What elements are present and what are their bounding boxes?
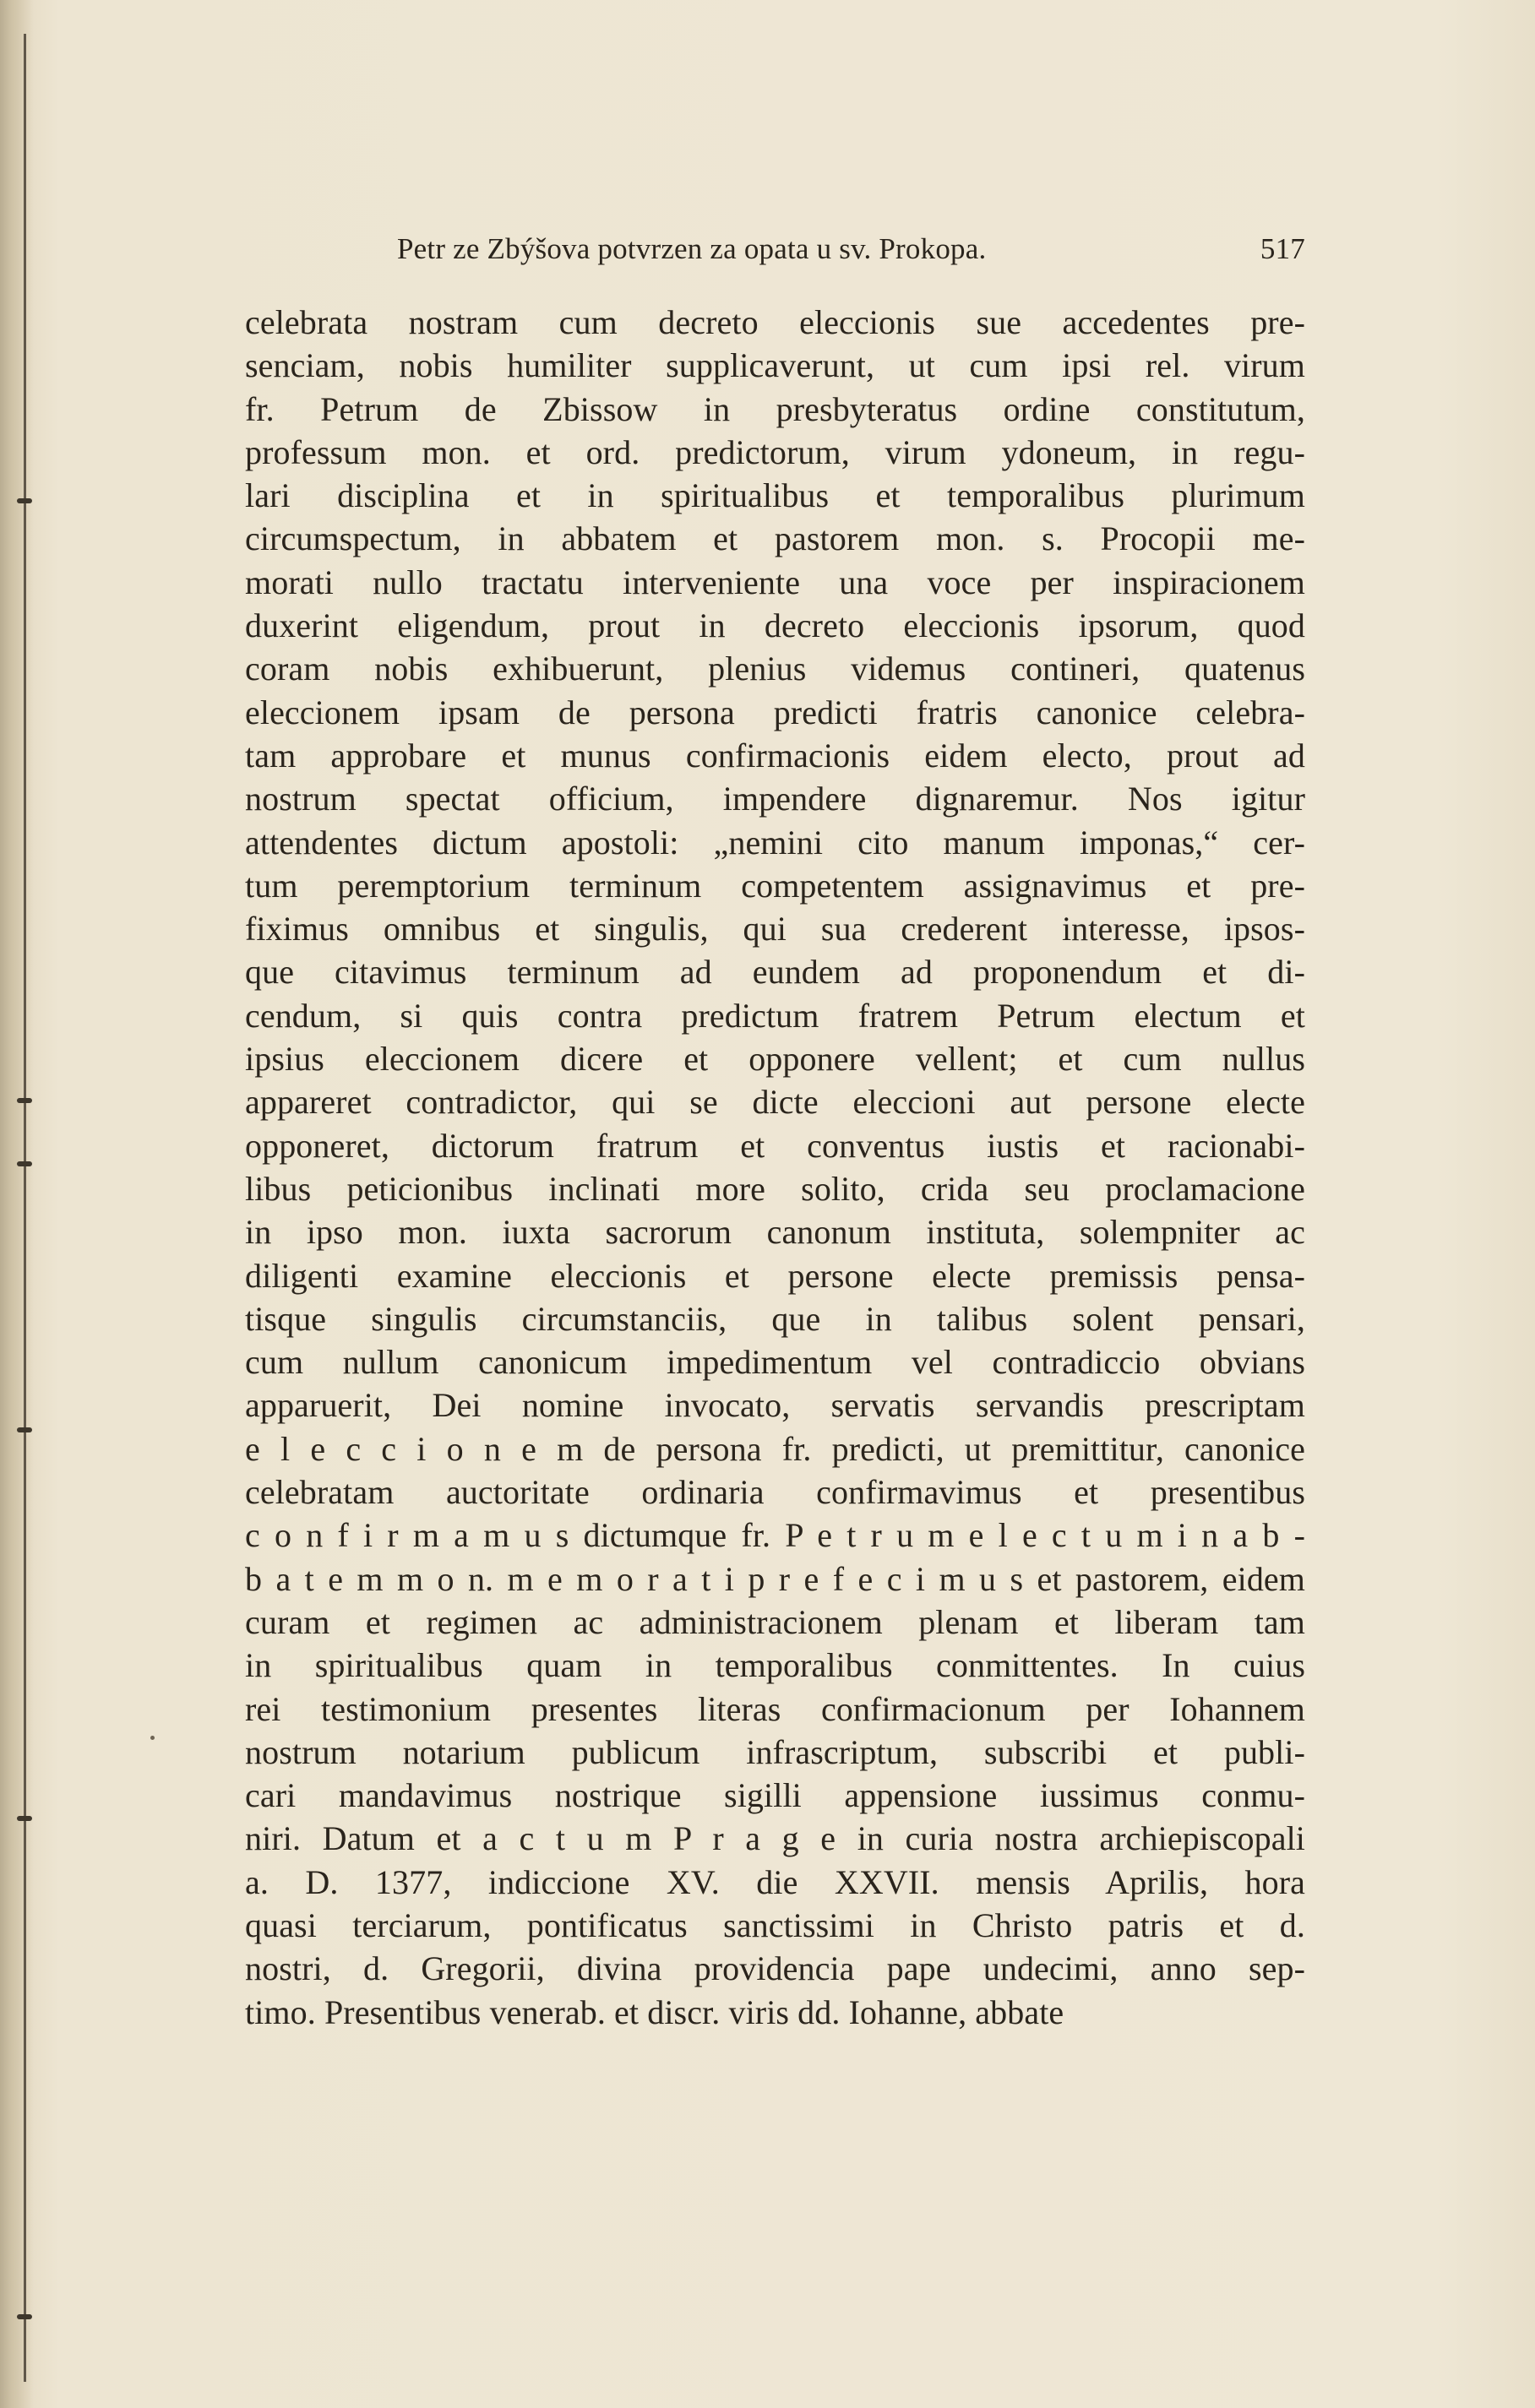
text-line: cari mandavimus nostrique sigilli appensione iussimus conmu- <box>245 1776 1305 1815</box>
page-number: 517 <box>1260 232 1305 265</box>
text-line: nostrum spectat officium, impendere dignaremur. Nos igitur <box>245 780 1305 818</box>
text-line: c o n f i r m a m u s dictumque fr. P e t r u m e l e c t u m i n a b - <box>245 1516 1305 1555</box>
page-binding-edge <box>0 0 34 2408</box>
text-line: a. D. 1377, indiccione XV. die XXVII. mensis Aprilis, hora <box>245 1862 1305 1901</box>
binding-mark <box>17 1427 32 1432</box>
text-line: e l e c c i o n e m de persona fr. predicti, ut premittitur, canonice <box>245 1429 1305 1468</box>
text-line: coram nobis exhibuerunt, plenius videmus contineri, quatenus <box>245 650 1305 688</box>
text-line: in ipso mon. iuxta sacrorum canonum instituta, solempniter ac <box>245 1213 1305 1252</box>
text-line: quasi terciarum, pontificatus sanctissimi in Christo patris et d. <box>245 1905 1305 1944</box>
text-line: tum peremptorium terminum competentem assignavimus et pre- <box>245 866 1305 905</box>
text-line: duxerint eligendum, prout in decreto eleccionis ipsorum, quod <box>245 606 1305 645</box>
text-line: timo. Presentibus venerab. et discr. viris dd. Iohanne, abbate <box>245 1992 1064 2031</box>
binding-mark <box>17 498 32 503</box>
text-line: celebratam auctoritate ordinaria confirmavimus et presentibus <box>245 1473 1305 1512</box>
text-line: celebrata nostram cum decreto eleccionis sue accedentes pre- <box>245 303 1305 341</box>
text-line: circumspectum, in abbatem et pastorem mon. s. Procopii me- <box>245 519 1305 558</box>
stray-mark <box>150 1736 155 1740</box>
text-line: tisque singulis circumstanciis, que in talibus solent pensari, <box>245 1299 1305 1338</box>
body-text <box>245 301 1305 2034</box>
text-line: cum nullum canonicum impedimentum vel contradiccio obvians <box>245 1343 1305 1382</box>
text-line: que citavimus terminum ad eundem ad proponendum et di- <box>245 953 1305 992</box>
text-line: fr. Petrum de Zbissow in presbyteratus ordine constitutum, <box>245 389 1305 428</box>
running-head-title: Petr ze Zbýšova potvrzen za opata u sv. Prokopa. <box>397 232 987 265</box>
text-line: appareret contradictor, qui se dicte eleccioni aut persone electe <box>245 1083 1305 1122</box>
running-head <box>245 224 1305 275</box>
text-line: attendentes dictum apostoli: „nemini cito manum imponas,“ cer- <box>245 823 1305 862</box>
text-line: diligenti examine eleccionis et persone electe premissis pensa- <box>245 1256 1305 1295</box>
text-line: morati nullo tractatu interveniente una voce per inspiracionem <box>245 563 1305 601</box>
text-line: lari disciplina et in spiritualibus et temporalibus plurimum <box>245 476 1305 515</box>
text-line: ipsius eleccionem dicere et opponere vellent; et cum nullus <box>245 1040 1305 1079</box>
text-line: tam approbare et munus confirmacionis eidem electo, prout ad <box>245 736 1305 775</box>
binding-mark <box>17 1161 32 1166</box>
text-line: nostrum notarium publicum infrascriptum, subscribi et publi- <box>245 1732 1305 1771</box>
text-line: curam et regimen ac administracionem plenam et liberam tam <box>245 1602 1305 1641</box>
text-line: fiximus omnibus et singulis, qui sua crederent interesse, ipsos- <box>245 910 1305 949</box>
page-binding-line <box>24 34 26 2382</box>
text-line: senciam, nobis humiliter supplicaverunt, ut cum ipsi rel. virum <box>245 346 1305 385</box>
text-line: libus peticionibus inclinati more solito, crida seu proclamacione <box>245 1169 1305 1208</box>
binding-mark <box>17 1098 32 1103</box>
binding-mark <box>17 2314 32 2319</box>
text-line: professum mon. et ord. predictorum, virum ydoneum, in regu- <box>245 432 1305 471</box>
binding-mark <box>17 1816 32 1821</box>
text-line: in spiritualibus quam in temporalibus conmittentes. In cuius <box>245 1646 1305 1685</box>
text-line: eleccionem ipsam de persona predicti fratris canonice celebra- <box>245 693 1305 731</box>
text-line: apparuerit, Dei nomine invocato, servatis servandis prescriptam <box>245 1386 1305 1425</box>
text-line: niri. Datum et a c t u m P r a g e in curia nostra archiepiscopali <box>245 1819 1305 1858</box>
text-line: b a t e m m o n. m e m o r a t i p r e f e c i m u s et pastorem, eidem <box>245 1559 1305 1598</box>
text-line: opponeret, dictorum fratrum et conventus iustis et racionabi- <box>245 1126 1305 1165</box>
text-line: nostri, d. Gregorii, divina providencia pape undecimi, anno sep- <box>245 1949 1305 1988</box>
text-line: rei testimonium presentes literas confirmacionum per Iohannem <box>245 1689 1305 1728</box>
text-line: cendum, si quis contra predictum fratrem Petrum electum et <box>245 996 1305 1035</box>
